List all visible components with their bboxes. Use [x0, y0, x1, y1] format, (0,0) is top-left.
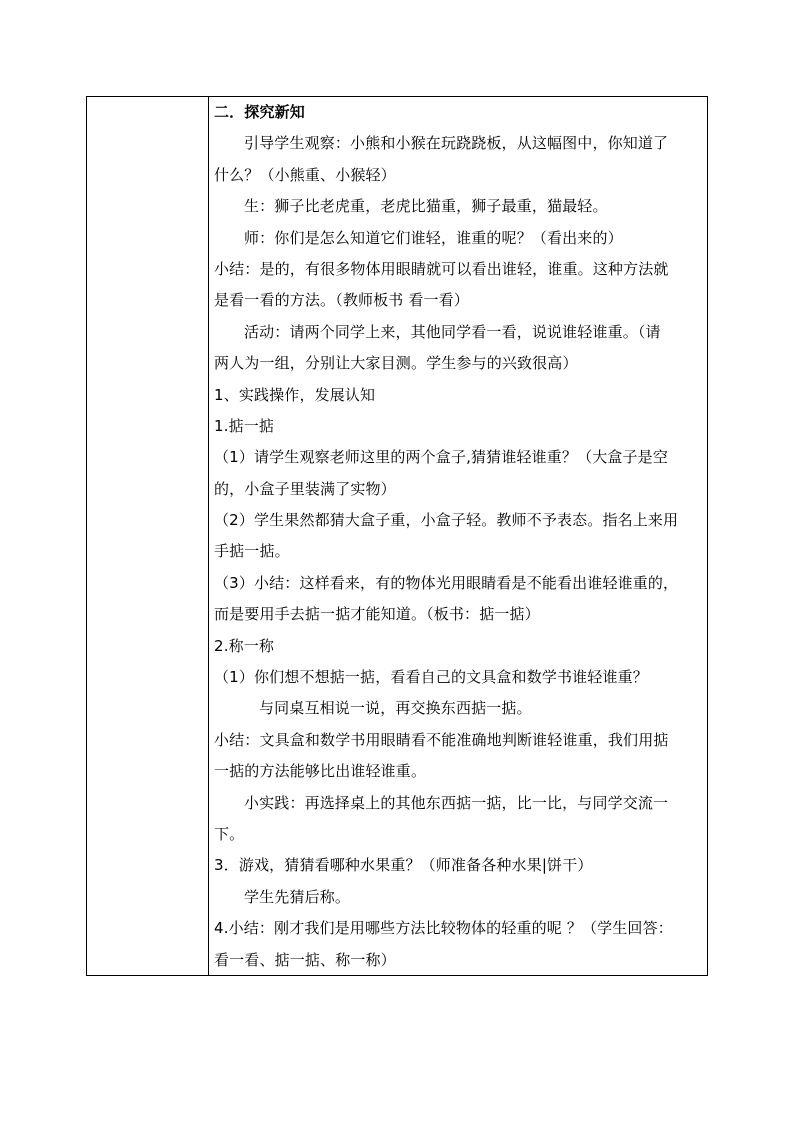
text-line: 1、实践操作，发展认知	[214, 385, 376, 404]
text-line: 引导学生观察：小熊和小猴在玩跷跷板，从这幅图中，你知道了	[244, 134, 669, 153]
text-line: 3．游戏，猜猜看哪种水果重？（师准备各种水果|饼干）	[214, 856, 593, 875]
text-line: （1）请学生观察老师这里的两个盒子,猜猜谁轻谁重？（大盒子是空	[214, 448, 668, 467]
text-line: 的，小盒子里装满了实物）	[214, 479, 396, 498]
text-line: 活动：请两个同学上来，其他同学看一看，说说谁轻谁重。（请	[244, 322, 661, 341]
text-line: 小结：文具盒和数学书用眼睛看不能准确地判断谁轻谁重，我们用掂	[214, 730, 669, 749]
text-line: 手掂一掂。	[214, 542, 290, 561]
text-line: （1）你们想不想掂一掂，看看自己的文具盒和数学书谁轻谁重？	[214, 668, 648, 687]
text-line: 什么？（小熊重、小猴轻）	[214, 165, 396, 184]
text-line: 师：你们是怎么知道它们谁轻，谁重的呢？（看出来的）	[244, 228, 623, 247]
text-line: 1.掂一掂	[214, 416, 275, 435]
content-cell	[214, 97, 706, 976]
text-line: 而是要用手去掂一掂才能知道。（板书：掂一掂）	[214, 605, 540, 624]
text-line: 学生先猜后称。	[244, 887, 351, 906]
section-heading: 二．探究新知	[214, 103, 305, 121]
text-line: 与同桌互相说一说，再交换东西掂一掂。	[259, 699, 532, 718]
text-line: 两人为一组，分别让大家目测。学生参与的兴致很高）	[214, 354, 578, 373]
text-line: 下。	[214, 824, 245, 843]
text-line: 4.小结：刚才我们是用哪些方法比较物体的轻重的呢 ？（学生回答：	[214, 919, 673, 938]
text-line: 是看一看的方法。（教师板书 看一看）	[214, 291, 469, 310]
lesson-table	[86, 96, 708, 976]
column-divider	[208, 97, 209, 975]
text-line: 看一看、掂一掂、称一称）	[214, 950, 396, 969]
text-line: （3）小结：这样看来，有的物体光用眼睛看是不能看出谁轻谁重的，	[214, 573, 679, 592]
text-line: 生：狮子比老虎重，老虎比猫重，狮子最重，猫最轻。	[244, 197, 608, 216]
text-line: 小结：是的，有很多物体用眼睛就可以看出谁轻，谁重。这种方法就	[214, 259, 669, 278]
text-line: 一掂的方法能够比出谁轻谁重。	[214, 762, 427, 781]
text-line: （2）学生果然都猜大盒子重，小盒子轻。教师不予表态。指名上来用	[214, 511, 679, 530]
text-line: 小实践：再选择桌上的其他东西掂一掂，比一比，与同学交流一	[244, 793, 669, 812]
text-line: 2.称一称	[214, 636, 275, 655]
